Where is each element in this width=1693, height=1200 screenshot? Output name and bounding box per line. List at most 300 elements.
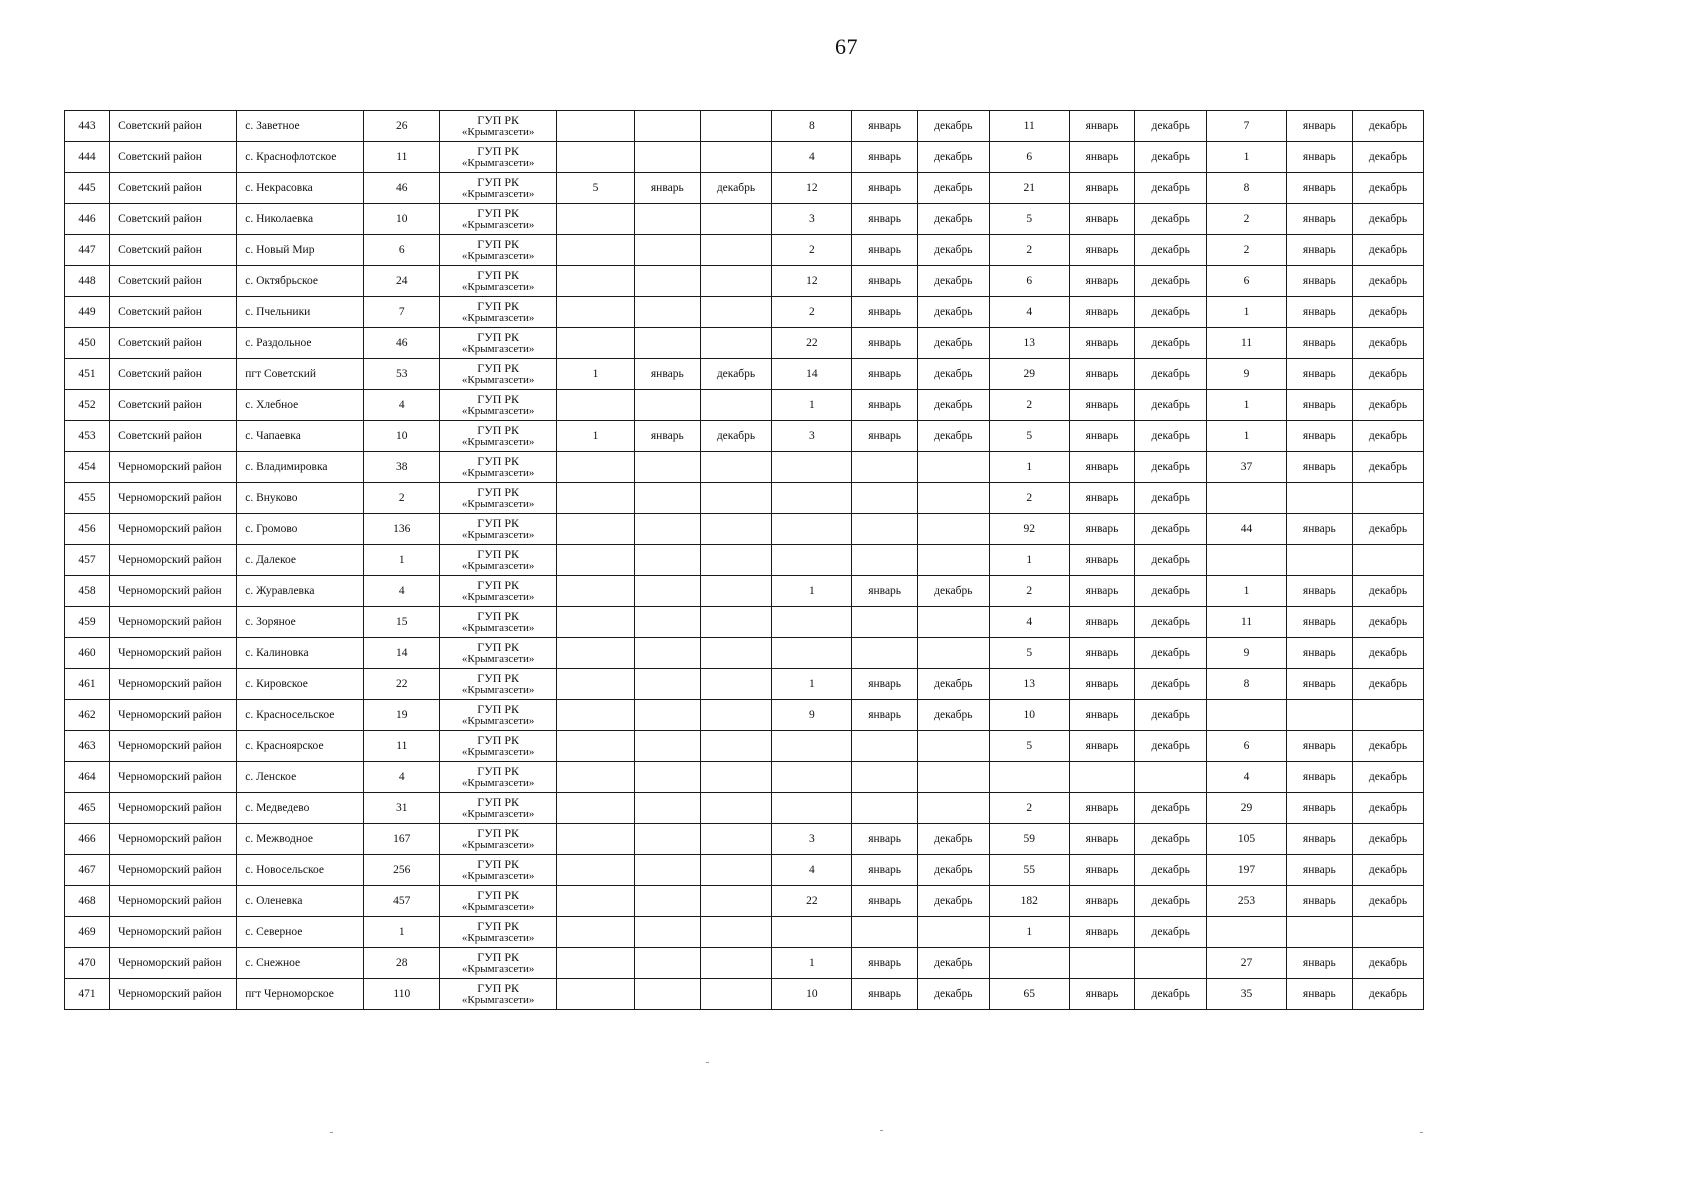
end-month-cell: декабрь [1352, 452, 1424, 483]
start-month-cell: январь [1069, 607, 1135, 638]
end-month-cell [700, 948, 772, 979]
row-number: 445 [65, 173, 110, 204]
end-month-cell: декабрь [1352, 824, 1424, 855]
start-month-cell [635, 917, 701, 948]
table-row [65, 855, 1648, 886]
settlement-cell: с. Межводное [237, 824, 364, 855]
start-month-cell: январь [1069, 545, 1135, 576]
start-month-cell: январь [1287, 762, 1353, 793]
quantity-cell: 2 [772, 297, 852, 328]
start-month-cell: январь [852, 824, 918, 855]
quantity-cell [557, 483, 635, 514]
organization-line1: ГУП РК [477, 361, 520, 375]
table-row [65, 297, 1648, 328]
start-month-cell: январь [1069, 359, 1135, 390]
start-month-cell [635, 235, 701, 266]
end-month-cell: декабрь [917, 669, 989, 700]
start-month-cell: январь [852, 173, 918, 204]
quantity-cell [557, 607, 635, 638]
organization-line2: «Крымгазсети» [461, 963, 535, 975]
quantity-cell: 55 [989, 855, 1069, 886]
quantity-cell: 1 [1207, 576, 1287, 607]
settlement-cell: с. Пчельники [237, 297, 364, 328]
table-row [65, 824, 1648, 855]
settlement-cell: с. Новый Мир [237, 235, 364, 266]
organization-cell [440, 886, 557, 917]
start-month-cell [635, 886, 701, 917]
end-month-cell: декабрь [917, 576, 989, 607]
start-month-cell: январь [635, 421, 701, 452]
organization-cell [440, 266, 557, 297]
organization-line2: «Крымгазсети» [461, 188, 535, 200]
quantity-cell [557, 669, 635, 700]
end-month-cell: декабрь [1135, 142, 1207, 173]
start-month-cell [852, 917, 918, 948]
quantity-cell [557, 948, 635, 979]
start-month-cell [635, 700, 701, 731]
quantity-cell: 29 [989, 359, 1069, 390]
organization-line2: «Крымгазсети» [461, 250, 535, 262]
end-month-cell: декабрь [917, 297, 989, 328]
settlement-cell: пгт Черноморское [237, 979, 364, 1010]
start-month-cell: январь [1069, 886, 1135, 917]
row-number: 458 [65, 576, 110, 607]
table-row [65, 390, 1648, 421]
district-cell: Черноморский район [110, 483, 237, 514]
end-month-cell [917, 452, 989, 483]
end-month-cell [700, 111, 772, 142]
table-row [65, 483, 1648, 514]
organization-line2: «Крымгазсети» [461, 653, 535, 665]
end-month-cell [1135, 762, 1207, 793]
end-month-cell [700, 545, 772, 576]
quantity-cell: 2 [989, 483, 1069, 514]
district-cell: Советский район [110, 328, 237, 359]
quantity-cell: 11 [1207, 328, 1287, 359]
start-month-cell: январь [1287, 452, 1353, 483]
end-month-cell: декабрь [1352, 173, 1424, 204]
quantity-cell: 44 [1207, 514, 1287, 545]
start-month-cell: январь [1287, 855, 1353, 886]
start-month-cell: январь [1069, 638, 1135, 669]
row-number: 444 [65, 142, 110, 173]
table-row [65, 173, 1648, 204]
organization-line1: ГУП РК [477, 764, 520, 778]
start-month-cell: январь [1069, 669, 1135, 700]
organization-line1: ГУП РК [477, 919, 520, 933]
end-month-cell [700, 204, 772, 235]
district-cell: Советский район [110, 297, 237, 328]
end-month-cell: декабрь [1135, 669, 1207, 700]
start-month-cell: январь [852, 111, 918, 142]
start-month-cell: январь [1287, 297, 1353, 328]
start-month-cell: январь [852, 669, 918, 700]
row-number: 470 [65, 948, 110, 979]
start-month-cell [635, 142, 701, 173]
end-month-cell: декабрь [1135, 979, 1207, 1010]
settlement-cell: с. Октябрьское [237, 266, 364, 297]
district-cell: Советский район [110, 173, 237, 204]
start-month-cell [635, 328, 701, 359]
count-cell: 15 [364, 607, 440, 638]
start-month-cell: январь [635, 359, 701, 390]
count-cell: 38 [364, 452, 440, 483]
table-row [65, 545, 1648, 576]
district-cell: Черноморский район [110, 793, 237, 824]
district-cell: Черноморский район [110, 576, 237, 607]
start-month-cell: январь [852, 297, 918, 328]
start-month-cell: январь [1287, 390, 1353, 421]
district-cell: Черноморский район [110, 824, 237, 855]
start-month-cell: январь [852, 390, 918, 421]
end-month-cell [1135, 948, 1207, 979]
settlement-cell: с. Николаевка [237, 204, 364, 235]
quantity-cell [772, 452, 852, 483]
quantity-cell [557, 452, 635, 483]
quantity-cell: 9 [1207, 359, 1287, 390]
quantity-cell [772, 762, 852, 793]
district-cell: Черноморский район [110, 545, 237, 576]
end-month-cell: декабрь [1352, 638, 1424, 669]
start-month-cell: январь [852, 266, 918, 297]
end-month-cell [700, 700, 772, 731]
row-number: 454 [65, 452, 110, 483]
end-month-cell [700, 576, 772, 607]
count-cell: 6 [364, 235, 440, 266]
end-month-cell: декабрь [1135, 204, 1207, 235]
start-month-cell [635, 731, 701, 762]
end-month-cell [1352, 483, 1424, 514]
count-cell: 19 [364, 700, 440, 731]
count-cell: 10 [364, 204, 440, 235]
quantity-cell [557, 979, 635, 1010]
start-month-cell: январь [1069, 731, 1135, 762]
end-month-cell: декабрь [1352, 142, 1424, 173]
organization-cell [440, 762, 557, 793]
row-number: 471 [65, 979, 110, 1010]
end-month-cell: декабрь [1135, 545, 1207, 576]
end-month-cell: декабрь [1135, 328, 1207, 359]
district-cell: Советский район [110, 390, 237, 421]
count-cell: 10 [364, 421, 440, 452]
end-month-cell [917, 793, 989, 824]
quantity-cell [557, 235, 635, 266]
start-month-cell: январь [1069, 483, 1135, 514]
start-month-cell: январь [852, 235, 918, 266]
quantity-cell: 6 [1207, 266, 1287, 297]
quantity-cell [772, 731, 852, 762]
district-cell: Советский район [110, 204, 237, 235]
start-month-cell: январь [1287, 173, 1353, 204]
start-month-cell: январь [1069, 297, 1135, 328]
end-month-cell [700, 793, 772, 824]
organization-line1: ГУП РК [477, 485, 520, 499]
end-month-cell: декабрь [1135, 390, 1207, 421]
count-cell: 256 [364, 855, 440, 886]
quantity-cell: 5 [989, 638, 1069, 669]
end-month-cell: декабрь [917, 111, 989, 142]
organization-line1: ГУП РК [477, 609, 520, 623]
table-row [65, 142, 1648, 173]
start-month-cell: январь [1287, 824, 1353, 855]
table-row [65, 607, 1648, 638]
end-month-cell: декабрь [1352, 421, 1424, 452]
organization-cell [440, 235, 557, 266]
organization-line1: ГУП РК [477, 330, 520, 344]
organization-line2: «Крымгазсети» [461, 560, 535, 572]
organization-cell [440, 855, 557, 886]
end-month-cell: декабрь [917, 948, 989, 979]
start-month-cell [635, 514, 701, 545]
organization-line1: ГУП РК [477, 547, 520, 561]
quantity-cell: 4 [1207, 762, 1287, 793]
start-month-cell: январь [1287, 731, 1353, 762]
end-month-cell: декабрь [917, 824, 989, 855]
row-number: 468 [65, 886, 110, 917]
start-month-cell [635, 297, 701, 328]
organization-cell [440, 514, 557, 545]
quantity-cell: 4 [989, 297, 1069, 328]
organization-cell [440, 297, 557, 328]
table-row [65, 204, 1648, 235]
count-cell: 28 [364, 948, 440, 979]
district-cell: Черноморский район [110, 917, 237, 948]
count-cell: 4 [364, 390, 440, 421]
start-month-cell: январь [852, 328, 918, 359]
organization-line1: ГУП РК [477, 206, 520, 220]
organization-line1: ГУП РК [477, 299, 520, 313]
row-number: 457 [65, 545, 110, 576]
organization-line1: ГУП РК [477, 702, 520, 716]
table-row [65, 762, 1648, 793]
quantity-cell [557, 111, 635, 142]
quantity-cell [557, 855, 635, 886]
row-number: 466 [65, 824, 110, 855]
end-month-cell: декабрь [1352, 948, 1424, 979]
quantity-cell [989, 948, 1069, 979]
start-month-cell [1069, 948, 1135, 979]
quantity-cell [557, 638, 635, 669]
organization-line2: «Крымгазсети» [461, 994, 535, 1006]
start-month-cell [635, 638, 701, 669]
organization-line2: «Крымгазсети» [461, 157, 535, 169]
quantity-cell: 4 [772, 855, 852, 886]
start-month-cell: январь [1287, 142, 1353, 173]
start-month-cell [635, 824, 701, 855]
start-month-cell: январь [852, 886, 918, 917]
quantity-cell [772, 793, 852, 824]
organization-line2: «Крымгазсети» [461, 405, 535, 417]
count-cell: 53 [364, 359, 440, 390]
end-month-cell: декабрь [1135, 173, 1207, 204]
quantity-cell [557, 886, 635, 917]
row-number: 448 [65, 266, 110, 297]
end-month-cell: декабрь [1352, 762, 1424, 793]
end-month-cell [700, 824, 772, 855]
organization-cell [440, 669, 557, 700]
organization-line2: «Крымгазсети» [461, 312, 535, 324]
quantity-cell: 182 [989, 886, 1069, 917]
quantity-cell: 13 [989, 328, 1069, 359]
row-number: 447 [65, 235, 110, 266]
start-month-cell: январь [1287, 948, 1353, 979]
count-cell: 46 [364, 173, 440, 204]
start-month-cell: январь [1287, 979, 1353, 1010]
quantity-cell: 9 [1207, 638, 1287, 669]
start-month-cell: январь [1069, 452, 1135, 483]
quantity-cell: 6 [989, 266, 1069, 297]
end-month-cell: декабрь [1352, 390, 1424, 421]
organization-cell [440, 545, 557, 576]
quantity-cell: 197 [1207, 855, 1287, 886]
start-month-cell [635, 545, 701, 576]
quantity-cell [772, 607, 852, 638]
quantity-cell [772, 514, 852, 545]
organization-cell [440, 452, 557, 483]
table-row [65, 111, 1648, 142]
quantity-cell: 1 [1207, 142, 1287, 173]
organization-line1: ГУП РК [477, 454, 520, 468]
start-month-cell [635, 111, 701, 142]
start-month-cell: январь [852, 421, 918, 452]
organization-line2: «Крымгазсети» [461, 870, 535, 882]
district-cell: Советский район [110, 142, 237, 173]
row-number: 449 [65, 297, 110, 328]
start-month-cell [635, 855, 701, 886]
organization-line2: «Крымгазсети» [461, 932, 535, 944]
organization-line2: «Крымгазсети» [461, 746, 535, 758]
start-month-cell: январь [1069, 421, 1135, 452]
organization-line1: ГУП РК [477, 671, 520, 685]
settlement-cell: с. Красноярское [237, 731, 364, 762]
table-row [65, 359, 1648, 390]
row-number: 460 [65, 638, 110, 669]
row-number: 469 [65, 917, 110, 948]
count-cell: 457 [364, 886, 440, 917]
quantity-cell [557, 328, 635, 359]
end-month-cell [917, 917, 989, 948]
quantity-cell: 9 [772, 700, 852, 731]
settlement-cell: с. Красносельское [237, 700, 364, 731]
start-month-cell: январь [1069, 390, 1135, 421]
count-cell: 31 [364, 793, 440, 824]
end-month-cell: декабрь [1352, 297, 1424, 328]
end-month-cell: декабрь [1135, 266, 1207, 297]
end-month-cell [700, 917, 772, 948]
end-month-cell: декабрь [1352, 359, 1424, 390]
start-month-cell: январь [852, 979, 918, 1010]
quantity-cell: 1 [557, 421, 635, 452]
end-month-cell: декабрь [1352, 514, 1424, 545]
organization-line1: ГУП РК [477, 640, 520, 654]
start-month-cell: январь [1069, 700, 1135, 731]
end-month-cell [700, 390, 772, 421]
start-month-cell: январь [852, 142, 918, 173]
district-cell: Советский район [110, 359, 237, 390]
end-month-cell: декабрь [917, 235, 989, 266]
settlement-cell: с. Владимировка [237, 452, 364, 483]
organization-line1: ГУП РК [477, 268, 520, 282]
start-month-cell [1287, 483, 1353, 514]
quantity-cell: 1 [772, 669, 852, 700]
table-row [65, 886, 1648, 917]
row-number: 450 [65, 328, 110, 359]
end-month-cell [917, 638, 989, 669]
end-month-cell [700, 328, 772, 359]
start-month-cell: январь [1287, 235, 1353, 266]
end-month-cell: декабрь [1352, 886, 1424, 917]
organization-line1: ГУП РК [477, 392, 520, 406]
start-month-cell [635, 979, 701, 1010]
end-month-cell: декабрь [917, 886, 989, 917]
end-month-cell: декабрь [917, 328, 989, 359]
start-month-cell [852, 793, 918, 824]
organization-cell [440, 328, 557, 359]
quantity-cell [772, 917, 852, 948]
start-month-cell [852, 638, 918, 669]
start-month-cell: январь [1069, 917, 1135, 948]
count-cell: 11 [364, 142, 440, 173]
table-row [65, 793, 1648, 824]
end-month-cell: декабрь [1135, 514, 1207, 545]
organization-line1: ГУП РК [477, 888, 520, 902]
end-month-cell: декабрь [1135, 483, 1207, 514]
end-month-cell [700, 638, 772, 669]
end-month-cell: декабрь [1135, 421, 1207, 452]
settlement-cell: с. Ленское [237, 762, 364, 793]
table-row [65, 700, 1648, 731]
end-month-cell: декабрь [917, 359, 989, 390]
end-month-cell [700, 979, 772, 1010]
end-month-cell: декабрь [1135, 731, 1207, 762]
quantity-cell [557, 142, 635, 173]
end-month-cell: декабрь [1135, 824, 1207, 855]
quantity-cell: 2 [989, 576, 1069, 607]
quantity-cell: 3 [772, 421, 852, 452]
start-month-cell [852, 607, 918, 638]
quantity-cell [557, 297, 635, 328]
quantity-cell: 59 [989, 824, 1069, 855]
end-month-cell: декабрь [1352, 793, 1424, 824]
end-month-cell: декабрь [917, 266, 989, 297]
quantity-cell: 8 [1207, 173, 1287, 204]
district-cell: Черноморский район [110, 638, 237, 669]
organization-cell [440, 607, 557, 638]
settlement-cell: с. Новосельское [237, 855, 364, 886]
end-month-cell [700, 483, 772, 514]
start-month-cell: январь [1069, 328, 1135, 359]
organization-line1: ГУП РК [477, 144, 520, 158]
end-month-cell: декабрь [917, 855, 989, 886]
organization-cell [440, 700, 557, 731]
end-month-cell [1352, 700, 1424, 731]
quantity-cell [772, 483, 852, 514]
table-row [65, 328, 1648, 359]
district-cell: Черноморский район [110, 514, 237, 545]
start-month-cell: январь [852, 855, 918, 886]
settlement-cell: с. Далекое [237, 545, 364, 576]
quantity-cell: 2 [989, 793, 1069, 824]
end-month-cell: декабрь [1135, 576, 1207, 607]
start-month-cell: январь [852, 359, 918, 390]
start-month-cell [635, 669, 701, 700]
count-cell: 1 [364, 545, 440, 576]
row-number: 456 [65, 514, 110, 545]
quantity-cell: 2 [1207, 235, 1287, 266]
district-cell: Советский район [110, 111, 237, 142]
quantity-cell [557, 762, 635, 793]
start-month-cell: январь [1069, 514, 1135, 545]
